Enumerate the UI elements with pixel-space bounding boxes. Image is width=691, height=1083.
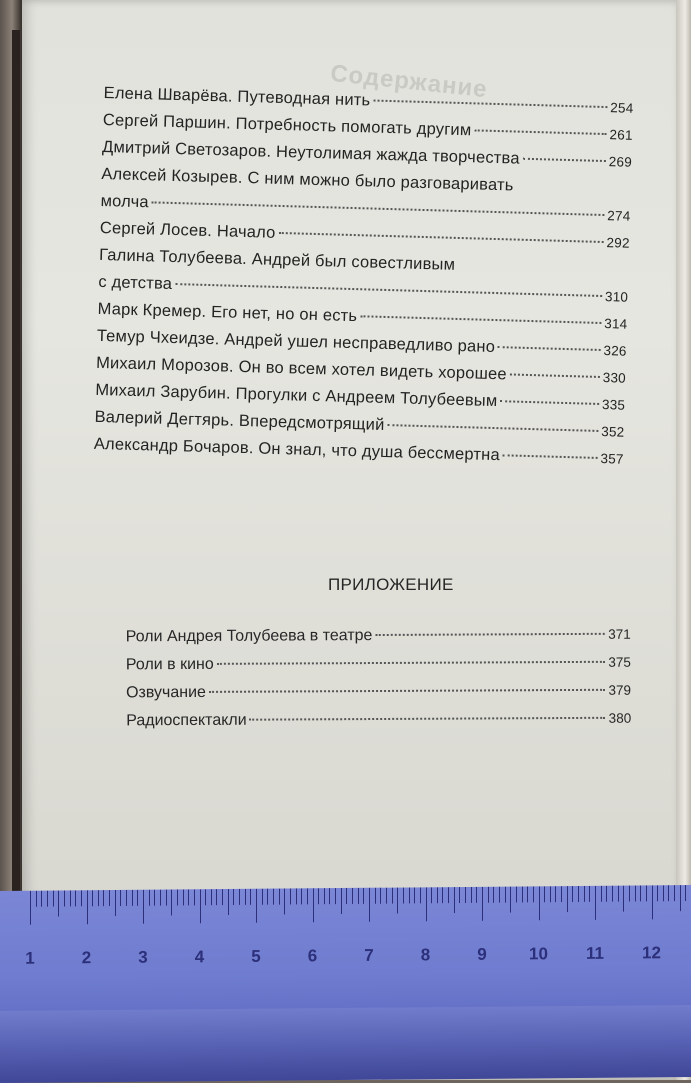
ruler-tick	[290, 888, 291, 904]
entry-title: Дмитрий Светозаров. Неутолимая жажда творчества	[101, 137, 520, 168]
entry-title: Радиоспектакли	[126, 711, 247, 730]
ruler-tick	[47, 891, 48, 907]
book-spine	[12, 30, 20, 910]
ruler-tick	[663, 885, 664, 901]
ruler-number: 11	[586, 943, 604, 963]
ruler-tick	[403, 887, 404, 903]
ruler-tick	[640, 885, 641, 901]
ruler-tick	[137, 890, 138, 906]
ruler-tick	[527, 886, 528, 902]
ruler-tick	[262, 889, 263, 905]
ruler-tick	[471, 887, 472, 903]
entry-title: Александр Бочаров. Он знал, что душа бессмертна	[93, 434, 501, 465]
ruler-tick	[499, 887, 500, 903]
dot-leader	[498, 346, 600, 351]
ruler-tick	[211, 889, 212, 905]
ruler-tick	[103, 890, 104, 906]
ruler-tick	[409, 887, 410, 903]
page-number: 380	[608, 710, 632, 726]
ruler-tick	[307, 888, 308, 904]
entry-title: Михаил Морозов. Он во всем хотел видеть хорошее	[95, 353, 508, 384]
dot-leader	[373, 100, 607, 109]
ruler-tick	[493, 887, 494, 903]
ruler-tick	[324, 888, 325, 904]
dot-leader	[250, 717, 606, 721]
ruler-tick	[154, 890, 155, 906]
entry-title: Роли Андрея Толубеева в театре	[125, 627, 373, 646]
ruler-tick	[143, 890, 144, 924]
ruler-tick	[426, 887, 427, 921]
ruler-tick	[561, 886, 562, 902]
appendix-entry	[126, 626, 631, 657]
ruler-tick	[216, 889, 217, 905]
ruler-tick	[313, 888, 314, 922]
ruler-tick	[448, 887, 449, 903]
ruler-tick	[482, 887, 483, 921]
ruler-tick	[109, 890, 110, 906]
ruler-tick	[92, 890, 93, 906]
appendix-entry	[126, 710, 631, 741]
ruler-tick	[239, 889, 240, 905]
ruler-tick	[392, 888, 393, 904]
ruler-tick	[222, 889, 223, 905]
ruler-tick	[183, 889, 184, 905]
appendix-list	[126, 626, 632, 741]
ruler-tick	[369, 888, 370, 922]
ruler-number: 12	[642, 943, 661, 963]
ruler-tick	[120, 890, 121, 906]
entry-title: Марк Кремер. Его нет, но он есть	[97, 299, 358, 326]
ruler-tick	[555, 886, 556, 902]
ruler-tick	[623, 886, 624, 912]
ruler-tick	[301, 888, 302, 904]
ruler-tick	[488, 887, 489, 903]
dot-leader	[217, 661, 606, 665]
ruler-number: 8	[420, 945, 431, 965]
ruler-tick	[635, 885, 636, 901]
ruler-tick	[228, 889, 229, 915]
ruler-tick	[245, 889, 246, 905]
dot-leader	[209, 689, 606, 693]
ruler-number: 5	[251, 946, 261, 966]
entry-title: Озвучание	[126, 683, 206, 702]
ruler-tick	[539, 886, 540, 920]
ruler-tick	[420, 887, 421, 903]
ruler-tick	[200, 889, 201, 923]
ruler-tick	[567, 886, 568, 912]
entry-title: Елена Шварёва. Путеводная нить	[103, 83, 371, 110]
ruler-number: 1	[25, 948, 35, 968]
ruler-tick	[250, 889, 251, 905]
ruler-tick	[160, 890, 161, 906]
ruler-tick	[188, 889, 189, 905]
page-number: 261	[609, 127, 633, 143]
entry-title: Галина Толубеева. Андрей был совестливым	[98, 245, 456, 274]
ruler-tick	[601, 886, 602, 902]
ruler-tick	[166, 890, 167, 906]
appendix-entry	[126, 654, 631, 685]
ruler-tick	[296, 888, 297, 904]
ruler-tick	[177, 889, 178, 905]
dot-leader	[387, 424, 598, 432]
page-number: 326	[603, 343, 627, 359]
ruler-tick	[126, 890, 127, 906]
table-of-contents	[93, 80, 633, 473]
ruler-tick	[380, 888, 381, 904]
ruler-tick	[194, 889, 195, 905]
ruler-number: 3	[138, 947, 148, 967]
page-number: 269	[608, 154, 633, 170]
ruler-number: 10	[529, 944, 548, 964]
ruler-tick	[58, 890, 59, 916]
ruler-tick	[171, 890, 172, 916]
dot-leader	[375, 633, 605, 636]
ruler-tick	[516, 887, 517, 903]
ruler-tick	[132, 890, 133, 906]
ruler-tick	[595, 886, 596, 920]
ruler-tick	[578, 886, 579, 902]
entry-title: Сергей Паршин. Потребность помогать другим	[102, 110, 472, 140]
ruler-tick	[75, 890, 76, 906]
page-number: 335	[601, 397, 626, 413]
ruler-tick	[442, 887, 443, 903]
dot-leader	[523, 158, 606, 162]
entry-title: Валерий Дегтярь. Впередсмотрящий	[94, 407, 385, 434]
ruler-tick	[674, 885, 675, 901]
ruler-tick	[454, 887, 455, 913]
ruler-tick	[465, 887, 466, 903]
ruler-tick	[431, 887, 432, 903]
ruler-tick	[397, 888, 398, 914]
ruler-tick	[41, 891, 42, 907]
ruler-tick	[584, 886, 585, 902]
page-number: 292	[606, 235, 630, 251]
ruler-number: 6	[307, 946, 318, 966]
ruler-tick	[279, 889, 280, 905]
ruler-tick	[459, 887, 460, 903]
page-number: 310	[604, 289, 629, 305]
ruler-tick	[612, 886, 613, 902]
ruler-tick	[341, 888, 342, 914]
ruler-tick	[657, 885, 658, 901]
ruler-tick	[572, 886, 573, 902]
ruler-tick	[267, 889, 268, 905]
ruler-tick	[629, 886, 630, 902]
ruler-tick	[414, 887, 415, 903]
ruler-tick	[544, 886, 545, 902]
ruler-tick	[363, 888, 364, 904]
ruler-tick	[115, 890, 116, 916]
ruler-tick	[589, 886, 590, 902]
ruler-tick	[87, 890, 88, 924]
entry-title: Темур Чхеидзе. Андрей ушел несправедливо рано	[96, 326, 496, 357]
ruler-tick	[256, 889, 257, 923]
ruler-tick	[476, 887, 477, 903]
ruler-tick	[36, 891, 37, 907]
ruler-tick	[386, 888, 387, 904]
entry-title: Сергей Лосев. Начало	[99, 218, 276, 242]
page-number: 352	[601, 424, 625, 440]
entry-title: Алексей Козырев. С ним можно было разговаривать	[101, 164, 514, 195]
dot-leader	[175, 283, 602, 297]
ruler-tick	[64, 890, 65, 906]
dot-leader	[503, 454, 598, 459]
page-number: 371	[608, 626, 631, 642]
ruler-tick	[668, 885, 669, 901]
ruler-tick	[98, 890, 99, 906]
ruler-tick	[533, 886, 534, 902]
ruler-tick	[606, 886, 607, 902]
ruler-tick	[329, 888, 330, 904]
ruler-tick	[685, 885, 686, 901]
dot-leader	[279, 232, 604, 243]
ruler-tick	[149, 890, 150, 906]
ruler-tick	[550, 886, 551, 902]
ruler-tick	[70, 890, 71, 906]
entry-title: молча	[100, 191, 150, 212]
ruler-tick	[375, 888, 376, 904]
appendix-entry	[126, 682, 631, 713]
entry-title: Роли в кино	[125, 655, 214, 674]
ruler-tick	[646, 885, 647, 901]
ruler-number: 2	[81, 948, 92, 968]
dot-leader	[500, 400, 599, 405]
ruler-tick	[358, 888, 359, 904]
ruler-tick	[233, 889, 234, 905]
page-number: 274	[607, 208, 631, 224]
ruler-tick	[510, 887, 511, 913]
ruler-tick	[505, 887, 506, 903]
ruler-tick	[618, 886, 619, 902]
ruler-tick	[335, 888, 336, 904]
appendix-heading: ПРИЛОЖЕНИЕ	[328, 575, 454, 594]
ruler-tick	[30, 891, 31, 925]
page-number: 330	[602, 370, 627, 386]
page-number: 314	[604, 316, 628, 332]
dot-leader	[152, 201, 605, 216]
ruler-tick	[352, 888, 353, 904]
dot-leader	[510, 373, 600, 378]
page-number: 357	[600, 451, 624, 467]
ruler-number: 7	[364, 945, 374, 965]
ruler-reflection	[0, 1005, 691, 1083]
ruler-tick	[437, 887, 438, 903]
ruler-tick	[273, 889, 274, 905]
ruler-tick	[81, 890, 82, 906]
page-number: 254	[610, 100, 634, 116]
page-number: 379	[608, 682, 632, 698]
ruler-tick	[284, 889, 285, 915]
ruler	[0, 885, 691, 1083]
ruler-tick	[346, 888, 347, 904]
entry-title: с детства	[98, 272, 173, 293]
ruler-tick	[318, 888, 319, 904]
bleed-through-text: Содержание	[329, 59, 489, 104]
dot-leader	[360, 315, 601, 324]
ruler-number: 4	[194, 947, 205, 967]
ruler-tick	[652, 885, 653, 919]
ruler-tick	[680, 885, 681, 911]
ruler-number: 9	[477, 944, 487, 964]
dot-leader	[474, 129, 606, 135]
ruler-tick	[205, 889, 206, 905]
ruler-tick	[522, 886, 523, 902]
ruler-tick	[53, 891, 54, 907]
entry-title: Михаил Зарубин. Прогулки с Андреем Толубеевым	[95, 380, 498, 411]
page-number: 375	[608, 654, 631, 670]
